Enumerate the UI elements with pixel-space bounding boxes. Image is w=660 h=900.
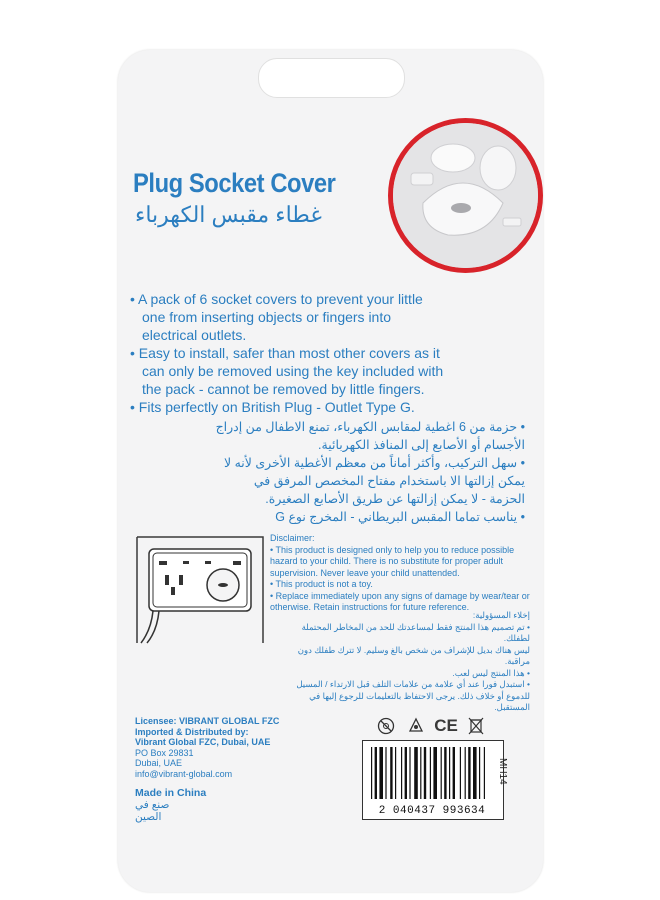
email: info@vibrant-global.com [135, 768, 233, 779]
feature-item: • A pack of 6 socket covers to prevent your little one from inserting objects or fingers into electrical outlets. [130, 290, 450, 344]
po-box: PO Box 29831 [135, 747, 194, 758]
disclaimer-line-arabic: • استبدل فورا عند أي علامة من علامات التلف قبل الارتداء / المسيل للدموع أو خلاف ذلك. يرجى الاحتفاظ بالتعليمات للرجوع إليها في المستقبل. [296, 679, 530, 712]
imported-label: Imported & Distributed by: [135, 726, 249, 737]
barcode-number: 2 040437 993634 [378, 805, 486, 817]
sku-label: MH14 [497, 758, 508, 785]
hang-hole [258, 58, 405, 98]
recycle-icon [405, 715, 427, 737]
compliance-icons [375, 715, 487, 737]
product-photo [388, 118, 543, 273]
product-title: Plug Socket Cover [133, 168, 336, 198]
no-small-parts-icon [375, 715, 397, 737]
feature-item-arabic: • حزمة من 6 اغطية لمقابس الكهرباء، تمنع الاطفال من إدراج الأجسام أو الأصابع إلى المنافذ الكهربائية. [215, 418, 525, 454]
disclaimer-english [270, 533, 530, 614]
made-in-label-arabic: صنع في الصين [135, 799, 170, 823]
disclaimer-line: • This product is not a toy. [270, 579, 373, 589]
disclaimer-line-arabic: • تم تصميم هذا المنتج فقط لمساعدتك للحد من المخاطر المحتملة لطفلك. [301, 621, 530, 643]
features-arabic [215, 418, 525, 526]
distributor-name: Vibrant Global FZC, Dubai, UAE [135, 737, 271, 747]
feature-item: • Easy to install, safer than most other covers as it can only be removed using the key included with the pack - cannot be removed by little fingers. [130, 344, 450, 398]
ce-mark-icon: CE [434, 716, 458, 735]
feature-item-arabic: • يناسب تماما المقبس البريطاني - المخرج نوع G [215, 508, 525, 526]
disclaimer-line: • Replace immediately upon any signs of damage by wear/tear or otherwise. Retain instructions for future reference. [270, 590, 530, 612]
disclaimer-heading: Disclaimer: [270, 533, 315, 543]
disclaimer-line-arabic: • هذا المنتج ليس لعب. [452, 667, 530, 678]
disclaimer-arabic [290, 610, 530, 714]
socket-illustration [135, 535, 265, 650]
city: Dubai, UAE [135, 758, 183, 768]
feature-item-arabic: • سهل التركيب، وأكثر أماناً من معظم الأغطية الأخرى لأنه لا يمكن إزالتها الا باستخدام مفتاح المخصص المرفق في الحزمة - لا يمكن إزالتها عن طريق الأصابع الصغيرة. [215, 454, 525, 508]
disclaimer-line-arabic: ليس هناك بديل للإشراف من شخص بالغ وسليم. لا تترك طفلك دون مراقبة. [297, 644, 530, 666]
product-title-arabic: غطاء مقبس الكهرباء [135, 202, 322, 227]
feature-item: • Fits perfectly on British Plug - Outlet Type G. [130, 398, 450, 416]
licensee-label: Licensee: VIBRANT GLOBAL FZC [135, 716, 280, 726]
features-english [130, 290, 450, 416]
disclaimer-line: • This product is designed only to help you to reduce possible hazard to your child. There is no substitute for proper adult supervision. Never leave your child unattended. [270, 544, 515, 578]
made-in-label: Made in China [135, 787, 207, 799]
licensee-info [135, 716, 279, 779]
crossed-bin-icon [465, 715, 487, 737]
disclaimer-heading-arabic: إخلاء المسؤولية: [472, 610, 530, 620]
